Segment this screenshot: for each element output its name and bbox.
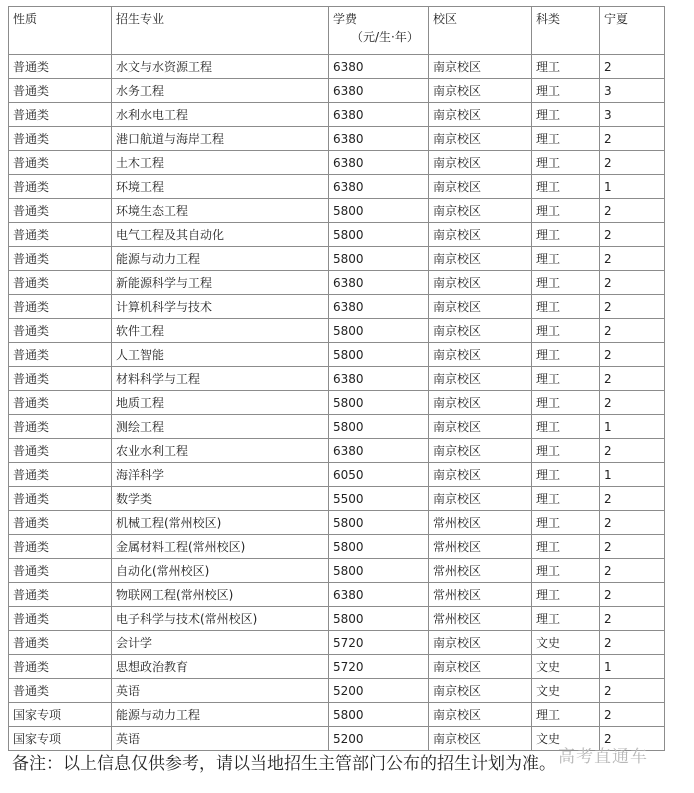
cell-nature: 普通类	[9, 367, 112, 391]
cell-ningxia: 2	[600, 391, 665, 415]
cell-major: 英语	[112, 679, 329, 703]
cell-category: 理工	[532, 463, 600, 487]
cell-fee: 6380	[329, 55, 429, 79]
cell-ningxia: 2	[600, 511, 665, 535]
cell-campus: 常州校区	[429, 583, 532, 607]
cell-major: 能源与动力工程	[112, 703, 329, 727]
cell-category: 理工	[532, 487, 600, 511]
cell-ningxia: 2	[600, 367, 665, 391]
header-campus: 校区	[429, 7, 532, 55]
cell-campus: 南京校区	[429, 487, 532, 511]
header-ningxia: 宁夏	[600, 7, 665, 55]
cell-category: 理工	[532, 439, 600, 463]
cell-major: 水利水电工程	[112, 103, 329, 127]
cell-major: 计算机科学与技术	[112, 295, 329, 319]
cell-category: 理工	[532, 703, 600, 727]
cell-fee: 5720	[329, 631, 429, 655]
cell-category: 文史	[532, 631, 600, 655]
table-row	[9, 607, 665, 631]
cell-fee: 5800	[329, 199, 429, 223]
cell-major: 材料科学与工程	[112, 367, 329, 391]
cell-ningxia: 2	[600, 343, 665, 367]
cell-campus: 南京校区	[429, 655, 532, 679]
cell-major: 会计学	[112, 631, 329, 655]
table-row	[9, 223, 665, 247]
cell-campus: 南京校区	[429, 55, 532, 79]
cell-campus: 南京校区	[429, 79, 532, 103]
cell-major: 土木工程	[112, 151, 329, 175]
cell-ningxia: 2	[600, 127, 665, 151]
cell-major: 电子科学与技术(常州校区)	[112, 607, 329, 631]
cell-fee: 5800	[329, 535, 429, 559]
cell-ningxia: 2	[600, 559, 665, 583]
cell-nature: 普通类	[9, 223, 112, 247]
cell-category: 理工	[532, 391, 600, 415]
cell-category: 理工	[532, 55, 600, 79]
cell-nature: 普通类	[9, 655, 112, 679]
cell-major: 水务工程	[112, 79, 329, 103]
cell-fee: 5800	[329, 247, 429, 271]
cell-campus: 南京校区	[429, 295, 532, 319]
cell-ningxia: 2	[600, 319, 665, 343]
cell-ningxia: 2	[600, 55, 665, 79]
cell-nature: 普通类	[9, 391, 112, 415]
cell-ningxia: 2	[600, 703, 665, 727]
cell-fee: 5500	[329, 487, 429, 511]
cell-campus: 南京校区	[429, 223, 532, 247]
cell-campus: 南京校区	[429, 415, 532, 439]
cell-campus: 南京校区	[429, 199, 532, 223]
cell-ningxia: 2	[600, 271, 665, 295]
cell-ningxia: 2	[600, 679, 665, 703]
cell-ningxia: 1	[600, 655, 665, 679]
cell-major: 港口航道与海岸工程	[112, 127, 329, 151]
table-row	[9, 271, 665, 295]
cell-fee: 6380	[329, 103, 429, 127]
cell-ningxia: 2	[600, 607, 665, 631]
cell-ningxia: 2	[600, 151, 665, 175]
cell-ningxia: 1	[600, 415, 665, 439]
cell-major: 软件工程	[112, 319, 329, 343]
cell-major: 水文与水资源工程	[112, 55, 329, 79]
cell-ningxia: 1	[600, 463, 665, 487]
cell-nature: 普通类	[9, 583, 112, 607]
cell-major: 英语	[112, 727, 329, 751]
cell-fee: 6380	[329, 367, 429, 391]
cell-campus: 南京校区	[429, 127, 532, 151]
table-row	[9, 103, 665, 127]
cell-campus: 南京校区	[429, 679, 532, 703]
cell-category: 文史	[532, 679, 600, 703]
watermark: 高考直通车	[558, 747, 648, 767]
cell-major: 自动化(常州校区)	[112, 559, 329, 583]
cell-nature: 普通类	[9, 199, 112, 223]
cell-nature: 普通类	[9, 631, 112, 655]
cell-fee: 6380	[329, 151, 429, 175]
table-body	[9, 7, 665, 751]
cell-ningxia: 3	[600, 103, 665, 127]
cell-category: 理工	[532, 103, 600, 127]
cell-ningxia: 2	[600, 583, 665, 607]
table-row	[9, 463, 665, 487]
cell-nature: 普通类	[9, 175, 112, 199]
cell-category: 理工	[532, 607, 600, 631]
cell-nature: 普通类	[9, 439, 112, 463]
cell-ningxia: 2	[600, 439, 665, 463]
cell-category: 文史	[532, 655, 600, 679]
cell-nature: 普通类	[9, 127, 112, 151]
table-row	[9, 367, 665, 391]
cell-nature: 普通类	[9, 607, 112, 631]
cell-category: 理工	[532, 559, 600, 583]
cell-fee: 5800	[329, 343, 429, 367]
table-row	[9, 583, 665, 607]
cell-category: 理工	[532, 295, 600, 319]
cell-nature: 普通类	[9, 511, 112, 535]
header-fee-unit: （元/生·年）	[351, 30, 419, 44]
table-row	[9, 127, 665, 151]
table-row	[9, 247, 665, 271]
cell-nature: 普通类	[9, 415, 112, 439]
cell-major: 环境工程	[112, 175, 329, 199]
cell-campus: 南京校区	[429, 103, 532, 127]
cell-fee: 6380	[329, 295, 429, 319]
table-row	[9, 415, 665, 439]
cell-fee: 5800	[329, 415, 429, 439]
cell-nature: 国家专项	[9, 703, 112, 727]
cell-nature: 国家专项	[9, 727, 112, 751]
cell-nature: 普通类	[9, 103, 112, 127]
cell-nature: 普通类	[9, 79, 112, 103]
cell-ningxia: 2	[600, 487, 665, 511]
table-row	[9, 151, 665, 175]
cell-major: 新能源科学与工程	[112, 271, 329, 295]
cell-major: 数学类	[112, 487, 329, 511]
table-row	[9, 295, 665, 319]
cell-campus: 常州校区	[429, 607, 532, 631]
cell-campus: 常州校区	[429, 559, 532, 583]
cell-category: 理工	[532, 79, 600, 103]
table-row	[9, 79, 665, 103]
cell-major: 金属材料工程(常州校区)	[112, 535, 329, 559]
cell-campus: 南京校区	[429, 343, 532, 367]
cell-major: 电气工程及其自动化	[112, 223, 329, 247]
cell-category: 理工	[532, 271, 600, 295]
cell-campus: 南京校区	[429, 247, 532, 271]
cell-category: 理工	[532, 223, 600, 247]
cell-fee: 6380	[329, 271, 429, 295]
cell-ningxia: 3	[600, 79, 665, 103]
cell-fee: 5800	[329, 223, 429, 247]
table-row	[9, 175, 665, 199]
cell-fee: 6380	[329, 583, 429, 607]
cell-campus: 常州校区	[429, 511, 532, 535]
cell-campus: 南京校区	[429, 175, 532, 199]
header-nature: 性质	[9, 7, 112, 55]
cell-category: 理工	[532, 319, 600, 343]
cell-category: 理工	[532, 151, 600, 175]
cell-campus: 南京校区	[429, 439, 532, 463]
table-row	[9, 55, 665, 79]
cell-ningxia: 1	[600, 175, 665, 199]
table-row	[9, 631, 665, 655]
header-major: 招生专业	[112, 7, 329, 55]
header-fee-label: 学费	[333, 12, 358, 26]
cell-major: 思想政治教育	[112, 655, 329, 679]
cell-nature: 普通类	[9, 679, 112, 703]
header-fee	[329, 7, 429, 55]
footnote: 备注：以上信息仅供参考，请以当地招生主管部门公布的招生计划为准。	[12, 754, 556, 774]
cell-fee: 6380	[329, 175, 429, 199]
cell-campus: 南京校区	[429, 391, 532, 415]
cell-campus: 南京校区	[429, 463, 532, 487]
table-row	[9, 679, 665, 703]
cell-nature: 普通类	[9, 559, 112, 583]
enrollment-plan-table	[8, 6, 665, 751]
cell-fee: 6380	[329, 127, 429, 151]
table-row	[9, 559, 665, 583]
cell-campus: 南京校区	[429, 271, 532, 295]
table-row	[9, 487, 665, 511]
cell-campus: 南京校区	[429, 727, 532, 751]
table-row	[9, 391, 665, 415]
cell-major: 海洋科学	[112, 463, 329, 487]
cell-fee: 6380	[329, 79, 429, 103]
cell-major: 物联网工程(常州校区)	[112, 583, 329, 607]
cell-category: 理工	[532, 583, 600, 607]
cell-nature: 普通类	[9, 463, 112, 487]
table-row	[9, 319, 665, 343]
cell-fee: 5800	[329, 511, 429, 535]
header-category: 科类	[532, 7, 600, 55]
cell-campus: 南京校区	[429, 319, 532, 343]
cell-ningxia: 2	[600, 631, 665, 655]
table-row	[9, 703, 665, 727]
cell-nature: 普通类	[9, 271, 112, 295]
cell-ningxia: 2	[600, 247, 665, 271]
cell-major: 机械工程(常州校区)	[112, 511, 329, 535]
cell-major: 人工智能	[112, 343, 329, 367]
cell-fee: 5200	[329, 679, 429, 703]
cell-nature: 普通类	[9, 343, 112, 367]
table-row	[9, 199, 665, 223]
cell-major: 测绘工程	[112, 415, 329, 439]
cell-category: 理工	[532, 175, 600, 199]
cell-fee: 5800	[329, 559, 429, 583]
cell-campus: 南京校区	[429, 631, 532, 655]
cell-ningxia: 2	[600, 727, 665, 751]
cell-major: 能源与动力工程	[112, 247, 329, 271]
cell-category: 理工	[532, 343, 600, 367]
cell-ningxia: 2	[600, 199, 665, 223]
cell-fee: 5800	[329, 391, 429, 415]
cell-fee: 5800	[329, 319, 429, 343]
cell-category: 理工	[532, 367, 600, 391]
cell-category: 理工	[532, 415, 600, 439]
table-row	[9, 535, 665, 559]
cell-category: 理工	[532, 535, 600, 559]
cell-ningxia: 2	[600, 223, 665, 247]
cell-fee: 5800	[329, 703, 429, 727]
cell-fee: 6050	[329, 463, 429, 487]
cell-major: 环境生态工程	[112, 199, 329, 223]
cell-nature: 普通类	[9, 487, 112, 511]
cell-nature: 普通类	[9, 535, 112, 559]
cell-fee: 5720	[329, 655, 429, 679]
table-header-row	[9, 7, 665, 55]
cell-nature: 普通类	[9, 295, 112, 319]
cell-ningxia: 2	[600, 295, 665, 319]
cell-nature: 普通类	[9, 151, 112, 175]
cell-nature: 普通类	[9, 319, 112, 343]
cell-category: 理工	[532, 247, 600, 271]
cell-campus: 常州校区	[429, 535, 532, 559]
table-row	[9, 439, 665, 463]
cell-campus: 南京校区	[429, 703, 532, 727]
table-row	[9, 655, 665, 679]
cell-category: 文史	[532, 727, 600, 751]
cell-campus: 南京校区	[429, 367, 532, 391]
cell-fee: 6380	[329, 439, 429, 463]
cell-campus: 南京校区	[429, 151, 532, 175]
cell-ningxia: 2	[600, 535, 665, 559]
table-row	[9, 343, 665, 367]
cell-nature: 普通类	[9, 247, 112, 271]
cell-major: 地质工程	[112, 391, 329, 415]
cell-category: 理工	[532, 199, 600, 223]
table-row	[9, 511, 665, 535]
cell-category: 理工	[532, 127, 600, 151]
cell-nature: 普通类	[9, 55, 112, 79]
cell-fee: 5200	[329, 727, 429, 751]
cell-major: 农业水利工程	[112, 439, 329, 463]
cell-fee: 5800	[329, 607, 429, 631]
cell-category: 理工	[532, 511, 600, 535]
